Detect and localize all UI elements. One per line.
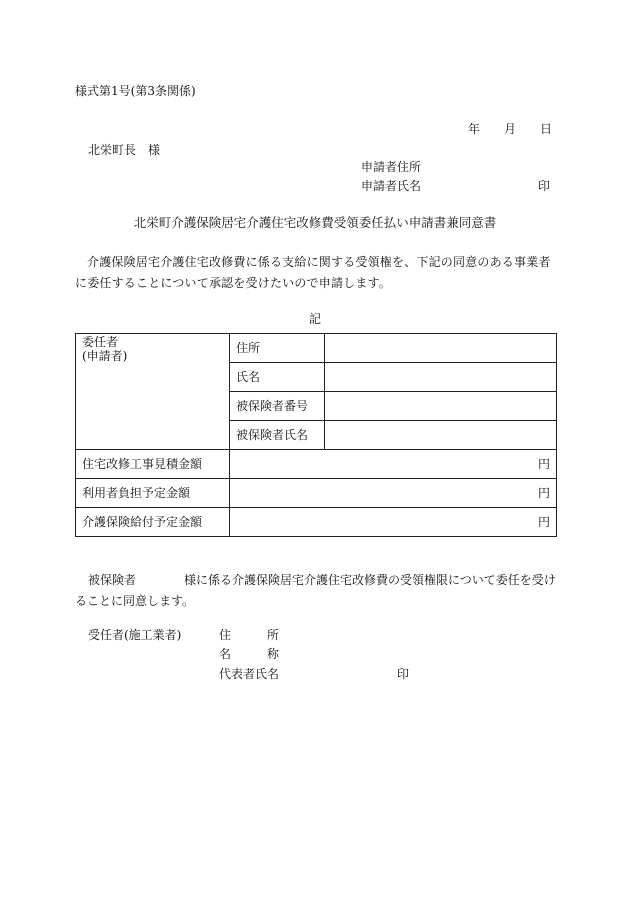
table-row <box>76 334 557 363</box>
user-burden-amount-label: 利用者負担予定金額 <box>76 479 230 508</box>
delegator-label: 委任者 <box>82 335 119 349</box>
date-day-label: 日 <box>540 122 553 136</box>
document-title: 北栄町介護保険居宅介護住宅改修費受領委任払い申請書兼同意書 <box>133 215 497 230</box>
yen-unit: 円 <box>537 485 550 500</box>
insurance-benefit-amount-label: 介護保険給付予定金額 <box>76 508 230 537</box>
insured-name-label: 被保険者氏名 <box>230 421 325 450</box>
table-row <box>76 479 557 508</box>
addressee: 北栄町長 様 <box>88 143 161 157</box>
user-burden-amount-field[interactable] <box>230 479 557 508</box>
table-row <box>76 450 557 479</box>
name-label: 氏名 <box>230 363 325 392</box>
consent-text: 様に係る介護保険居宅介護住宅改修費の受領権限について委任を受けることに同意します。 <box>75 573 556 608</box>
address-label: 住所 <box>230 334 325 363</box>
delegate-representative-label: 代表者氏名 <box>219 667 280 681</box>
insured-number-label: 被保険者番号 <box>230 392 325 421</box>
body-text: 介護保険居宅介護住宅改修費に係る支給に関する受領権を、下記の同意のある事業者に委任することについて承認を受けたいので申請します。 <box>75 255 551 290</box>
form-number: 様式第1号(第3条関係) <box>75 84 196 98</box>
name-field[interactable] <box>325 363 557 392</box>
estimate-amount-label: 住宅改修工事見積金額 <box>76 450 230 479</box>
address-field[interactable] <box>325 334 557 363</box>
insured-name-field[interactable] <box>325 421 557 450</box>
delegator-cell <box>76 334 230 450</box>
insurance-benefit-amount-field[interactable] <box>230 508 557 537</box>
delegate-address-label: 住 所 <box>219 628 280 642</box>
delegate-name-label: 名 称 <box>219 647 280 661</box>
applicant-address-label: 申請者住所 <box>361 160 422 174</box>
delegation-table <box>75 333 557 537</box>
applicant-name-label: 申請者氏名 <box>361 179 422 193</box>
insured-number-field[interactable] <box>325 392 557 421</box>
ki-heading: 記 <box>308 312 321 326</box>
estimate-amount-field[interactable] <box>230 450 557 479</box>
delegator-sub-label: (申請者) <box>82 349 128 363</box>
consent-paragraph <box>75 570 559 612</box>
yen-unit: 円 <box>537 514 550 529</box>
delegate-seal-mark: 印 <box>397 667 410 681</box>
delegate-label: 受任者(施工業者) <box>88 628 182 642</box>
yen-unit: 円 <box>537 456 550 471</box>
insured-label: 被保険者 <box>88 573 137 587</box>
applicant-seal-mark: 印 <box>538 179 551 193</box>
date-year-label: 年 <box>468 122 481 136</box>
table-row <box>76 508 557 537</box>
date-month-label: 月 <box>504 122 517 136</box>
